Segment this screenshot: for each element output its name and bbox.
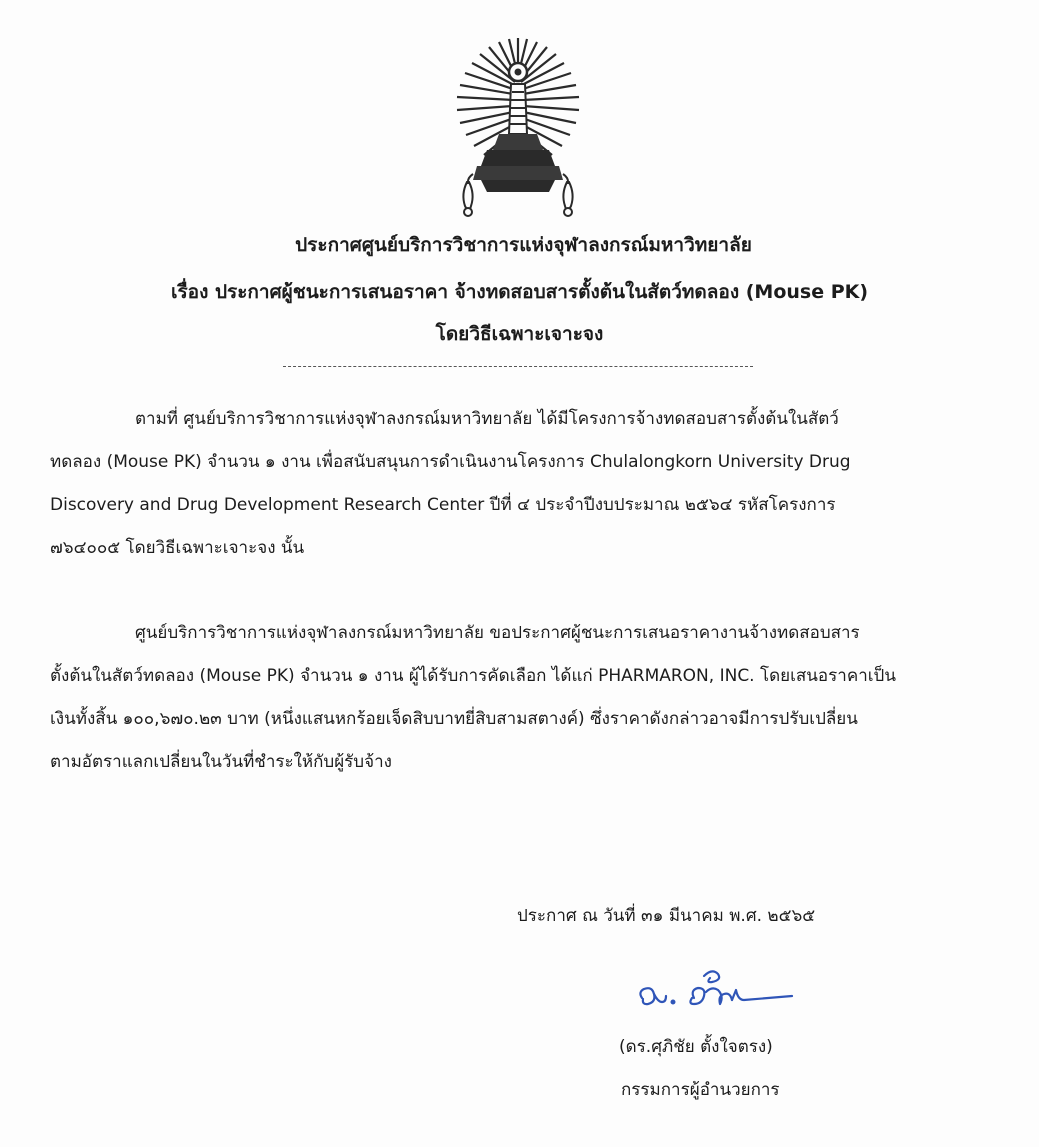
paragraph1-line1: ตามที่ ศูนย์บริการวิชาการแห่งจุฬาลงกรณ์มหาวิทยาลัย ได้มีโครงการจ้างทดสอบสารตั้งต้นในสัตว์ bbox=[135, 409, 839, 429]
university-emblem-logo bbox=[451, 34, 585, 220]
paragraph1-line3: Discovery and Drug Development Research Center ปีที่ ๔ ประจำปีงบประมาณ ๒๕๖๔ รหัสโครงการ bbox=[50, 495, 836, 515]
signer-name: (ดร.ศุภิชัย ตั้งใจตรง) bbox=[619, 1037, 773, 1057]
paragraph2-line4: ตามอัตราแลกเปลี่ยนในวันที่ชำระให้กับผู้รับจ้าง bbox=[50, 752, 392, 772]
paragraph2-line2: ตั้งต้นในสัตว์ทดลอง (Mouse PK) จำนวน ๑ งาน ผู้ได้รับการคัดเลือก ได้แก่ PHARMARON, INC. โดยเสนอราคาเป็น bbox=[50, 666, 896, 686]
procurement-method: โดยวิธีเฉพาะเจาะจง bbox=[435, 323, 604, 345]
signer-position: กรรมการผู้อำนวยการ bbox=[621, 1080, 780, 1100]
paragraph1-line4: ๗๖๔๐๐๕ โดยวิธีเฉพาะเจาะจง นั้น bbox=[50, 538, 305, 558]
handwritten-signature bbox=[632, 966, 796, 1018]
section-divider bbox=[283, 366, 753, 367]
announcement-title: ประกาศศูนย์บริการวิชาการแห่งจุฬาลงกรณ์มหาวิทยาลัย bbox=[295, 234, 752, 256]
announcement-date: ประกาศ ณ วันที่ ๓๑ มีนาคม พ.ศ. ๒๕๖๕ bbox=[517, 906, 816, 926]
paragraph2-line1: ศูนย์บริการวิชาการแห่งจุฬาลงกรณ์มหาวิทยาลัย ขอประกาศผู้ชนะการเสนอราคางานจ้างทดสอบสาร bbox=[135, 623, 860, 643]
paragraph2-line3: เงินทั้งสิ้น ๑๐๐,๖๗๐.๒๓ บาท (หนึ่งแสนหกร้อยเจ็ดสิบบาทยี่สิบสามสตางค์) ซึ่งราคาดังกล่าวอาจมีการปรับเปลี่ยน bbox=[50, 709, 858, 729]
announcement-subject: เรื่อง ประกาศผู้ชนะการเสนอราคา จ้างทดสอบสารตั้งต้นในสัตว์ทดลอง (Mouse PK) bbox=[170, 281, 869, 303]
paragraph1-line2: ทดลอง (Mouse PK) จำนวน ๑ งาน เพื่อสนับสนุนการดำเนินงานโครงการ Chulalongkorn University Drug bbox=[50, 452, 851, 472]
